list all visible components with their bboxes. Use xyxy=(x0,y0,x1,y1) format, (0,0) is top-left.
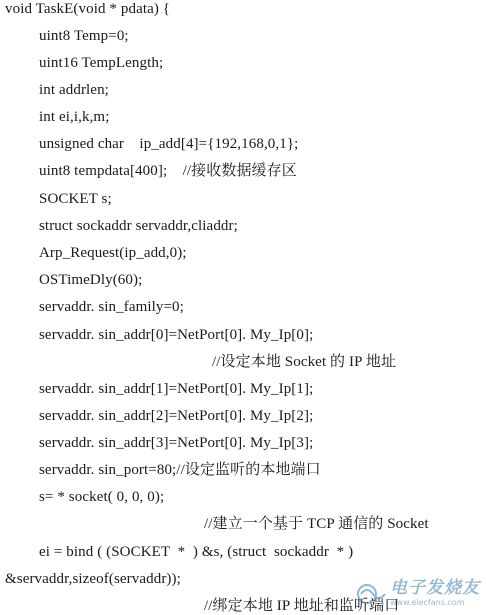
code-line: struct sockaddr servaddr,cliaddr; xyxy=(39,218,238,234)
code-line: ei = bind ( (SOCKET * ) &s, (struct sockaddr * ) xyxy=(39,544,354,560)
code-line: servaddr. sin_addr[0]=NetPort[0]. My_Ip[0]; xyxy=(39,327,314,343)
logo-icon xyxy=(356,583,386,605)
code-line: uint16 TempLength; xyxy=(39,55,164,71)
code-comment: //设定本地 Socket 的 IP 地址 xyxy=(212,354,397,370)
code-comment: //绑定本地 IP 地址和监听端口 xyxy=(204,598,400,614)
code-line: uint8 tempdata[400]; //接收数据缓存区 xyxy=(39,163,297,179)
code-line: servaddr. sin_addr[1]=NetPort[0]. My_Ip[1]; xyxy=(39,381,314,397)
code-line: unsigned char ip_add[4]={192,168,0,1}; xyxy=(39,136,299,152)
code-line: s= * socket( 0, 0, 0); xyxy=(39,489,165,505)
code-line: &servaddr,sizeof(servaddr)); xyxy=(5,571,181,587)
code-line: servaddr. sin_port=80;//设定监听的本地端口 xyxy=(39,462,321,478)
watermark-title: 电子发烧友 xyxy=(390,578,480,598)
code-line: int ei,i,k,m; xyxy=(39,109,110,125)
watermark-url: www.elecfans.com xyxy=(390,598,465,607)
code-line: uint8 Temp=0; xyxy=(39,28,129,44)
code-line: int addrlen; xyxy=(39,82,109,98)
code-line: OSTimeDly(60); xyxy=(39,272,143,288)
code-line: SOCKET s; xyxy=(39,191,112,207)
code-line: void TaskE(void * pdata) { xyxy=(5,1,171,17)
code-line: servaddr. sin_addr[2]=NetPort[0]. My_Ip[2]; xyxy=(39,408,314,424)
watermark xyxy=(356,580,480,607)
code-line: servaddr. sin_family=0; xyxy=(39,299,184,315)
code-comment: //建立一个基于 TCP 通信的 Socket xyxy=(204,516,429,532)
code-line: servaddr. sin_addr[3]=NetPort[0]. My_Ip[3]; xyxy=(39,435,314,451)
code-line: Arp_Request(ip_add,0); xyxy=(39,245,187,261)
